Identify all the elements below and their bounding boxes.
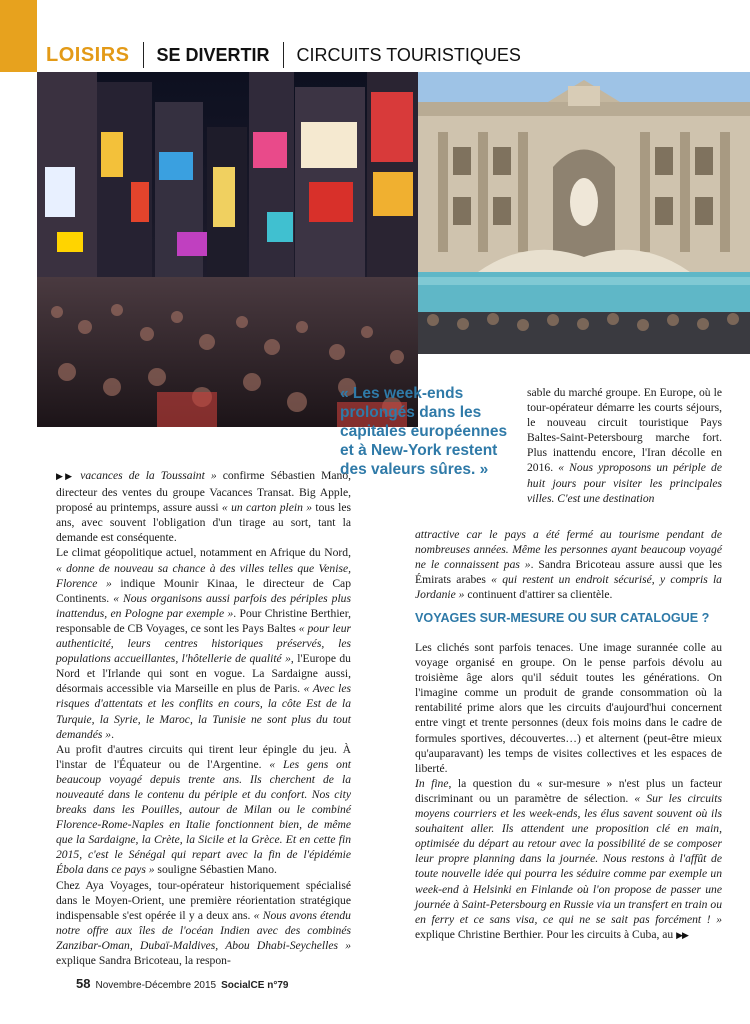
- header-divider: [143, 42, 144, 68]
- quote-text: « qui restent un endroit sécurisé, y compris la Jordanie »: [415, 573, 722, 602]
- column-right-top-text: sable du marché groupe. En Europe, où le tour-opérateur démarre les courts séjours, le nouveau circuit touristique Pays Baltes-Saint-Petersbourg marche fort. Plus inattendu encore, l'Iran décolle en 2016. « Nous yproposons un périple de huit jours pour visiter les principales villes. C'est une destination: [527, 386, 722, 505]
- quote-text: « Nous organisons aussi parfois des périples plus inattendus, en Pologne par exemple »: [56, 591, 351, 620]
- quote-text: attractive car le pays a été fermé au tourisme pendant de nombreuses années. Même les personnes ayant beaucoup voyagé ne le connaissent pas »: [415, 528, 722, 572]
- quote-text: In fine: [415, 776, 449, 790]
- article-column-right: [415, 527, 722, 626]
- section-label: LOISIRS: [46, 43, 130, 66]
- photo-trevi-fountain: [418, 72, 750, 354]
- photo-times-square: [37, 72, 418, 427]
- page-footer: [76, 976, 288, 991]
- article-column-right-continued: [415, 640, 722, 944]
- category-label: SE DIVERTIR: [156, 44, 270, 65]
- issue-date: Novembre-Décembre 2015: [95, 980, 217, 991]
- column-left-text: ▶▶ vacances de la Toussaint » confirme Sébastien Mano, directeur des ventes du groupe Vacances Transat. Big Apple, proposé au printemps, assure aussi « un carton plein » tous les ans, avec souvent l'obligation d'un tirage au sort, tant la demande est conséquente. Le climat géopolitique actuel, notamment en Afrique du Nord, « donne de nouveau sa chance à des villes telles que Venise, Florence » indique Mounir Kinaa, le directeur de Cap Continents. « Nous organisons aussi parfois des périples plus inattendus, en Pologne par exemple ». Pour Christine Berthier, responsable de CB Voyages, ce sont les Pays Baltes « pour leur authenticité, leurs centres historiques préservés, les populations accueillantes, l'hôtellerie de qualité », l'Europe du Nord et l'Irlande qui sont en vogue. La Sardaigne aussi, désormais accessible via Marseille en plus de Paris. « Avec les risques d'attentats et les conflits en cours, la côte Est de la Turquie, la Syrie, le Maroc, la Tunisie ne sont plus du tout demandés ». Au profit d'autres circuits qui tirent leur épingle du jeu. À l'instar de l'Équateur ou de l'Argentine. « Les gens ont beaucoup voyagé depuis trente ans. Ils cherchent de la nouveauté dans le contenu du périple et du confort. Nos city breaks dans les Pouilles, autour de Milan ou le combiné Florence-Rome-Naples en Italie fonctionnent bien, de même que la Sardaigne, la Crète, la Sicile et la Grèce. Et en cette fin 2015, c'est le Sénégal qui repart avec la fin de l'épidémie Ébola dans ce pays » souligne Sébastien Mano. Chez Aya Voyages, tour-opérateur historiquement spécialisé dans le Moyen-Orient, une première réorientation stratégique indispensable s'est opérée il y a deux ans. « Nous avons étendu notre offre aux îles de l'océan Indien avec des combinés Zanzibar-Oman, Dubaï-Maldives, Abou Dhabi-Seychelles » explique Sandra Bricoteau, la respon-: [56, 469, 352, 967]
- double-arrow-right-icon: ▶▶: [676, 930, 688, 941]
- quote-text: « Avec les risques d'attentats et les conflits en cours, la côte Est de la Turquie, la Syrie, le Maroc, la Tunisie ne sont plus du tout demandés »: [56, 682, 351, 741]
- header-divider: [283, 42, 284, 68]
- column-right-continued-text: Les clichés sont parfois tenaces. Une image surannée colle au voyage organisé en groupe. On le pense parfois dévolu au troisième âge alors qu'il séduit toutes les générations. On l'imagine comme un produit de grande consommation où la rentabilité prime alors que les circuits d'aujourd'hui concernent entre vingt et trente personnes (deux fois moins dans le cadre de formules sportives, découvertes…) et alternent (peut-être mieux qu'auparavant) les temps de visites collectives et les espaces de liberté. In fine, la question du « sur-mesure » n'est plus un facteur discriminant ou un paramètre de sélection. « Sur les circuits moyens courriers et les week-ends, les élus savent souvent où ils souhaitent aller. Ils attendent une proposition clé en main, optimisée du départ au retour avec la possibilité de se composer leur propre planning dans la journée. Nous restons à l'affût de toute nouvelle idée qui pourra les séduire comme par exemple un week-end à Helsinki en Finlande où l'on propose de passer une journée à Saint-Petersbourg en Russie via un transfert en train ou en ferry et ce sans visa, ce qui ne se sait pas forcément ! » explique Christine Berthier. Pour les circuits à Cuba, au ▶▶: [415, 641, 722, 941]
- section-header: [46, 40, 521, 70]
- quote-text: vacances de la Toussaint »: [80, 469, 217, 482]
- topic-label: CIRCUITS TOURISTIQUES: [296, 44, 521, 65]
- pull-quote: « Les week-ends prolongés dans les capitales européennes et à New-York restent des valeurs sûres. »: [340, 385, 508, 478]
- section-subheading: VOYAGES SUR-MESURE OU SUR CATALOGUE ?: [415, 611, 710, 626]
- section-color-bar: [0, 0, 37, 72]
- quote-text: « Nous avons étendu notre offre aux îles de l'océan Indien avec des combinés Zanzibar-Oman, Dubaï-Maldives, Abou Dhabi-Seychelles »: [56, 908, 351, 952]
- article-column-left: [56, 468, 351, 968]
- quote-text: « Nous yproposons un périple de huit jours pour visiter les principales villes. C'est une destination: [527, 461, 722, 505]
- page-number: 58: [76, 976, 91, 991]
- article-column-right-top: [527, 385, 722, 506]
- quote-text: « donne de nouveau sa chance à des villes telles que Venise, Florence »: [56, 561, 351, 590]
- column-right-text: attractive car le pays a été fermé au tourisme pendant de nombreuses années. Même les personnes ayant beaucoup voyagé ne le connaissent pas ». Sandra Bricoteau assure aussi que les Émirats arabes « qui restent un endroit sécurisé, y compris la Jordanie » continuent d'attirer sa clientèle.: [415, 528, 722, 602]
- quote-text: « un carton plein »: [221, 501, 313, 515]
- publication-name: SocialCE n°79: [221, 980, 289, 991]
- quote-text: « pour leur authenticité, leurs centres historiques préservés, les populations accueillantes, l'hôtellerie de qualité »: [56, 621, 352, 666]
- double-arrow-right-icon: ▶▶: [56, 472, 75, 482]
- quote-text: « Les gens ont beaucoup voyagé depuis trente ans. Ils cherchent de la nouveauté dans le contenu du périple et du confort. Nos city breaks dans les Pouilles, autour de Milan ou le combiné Florence-Rome-Naples en Italie fonctionnent bien, de même que la Sardaigne, la Crète, la Sicile et la Grèce. Et en cette fin 2015, c'est le Sénégal qui repart avec la fin de l'épidémie Ébola dans ce pays »: [56, 757, 351, 877]
- quote-text: « Sur les circuits moyens courriers et les week-ends, les élus savent souvent où ils souhaitent aller. Ils attendent une proposition clé en main, optimisée du départ au retour avec la possibilité de se composer leur propre planning dans la journée. Nous restons à l'affût de toute nouvelle idée qui pourra les séduire comme par exemple un week-end à Helsinki en Finlande où l'on propose de passer une journée à Saint-Petersbourg en Russie via un transfert en train ou en ferry et ce sans visa, ce qui ne se sait pas forcément ! »: [415, 791, 722, 926]
